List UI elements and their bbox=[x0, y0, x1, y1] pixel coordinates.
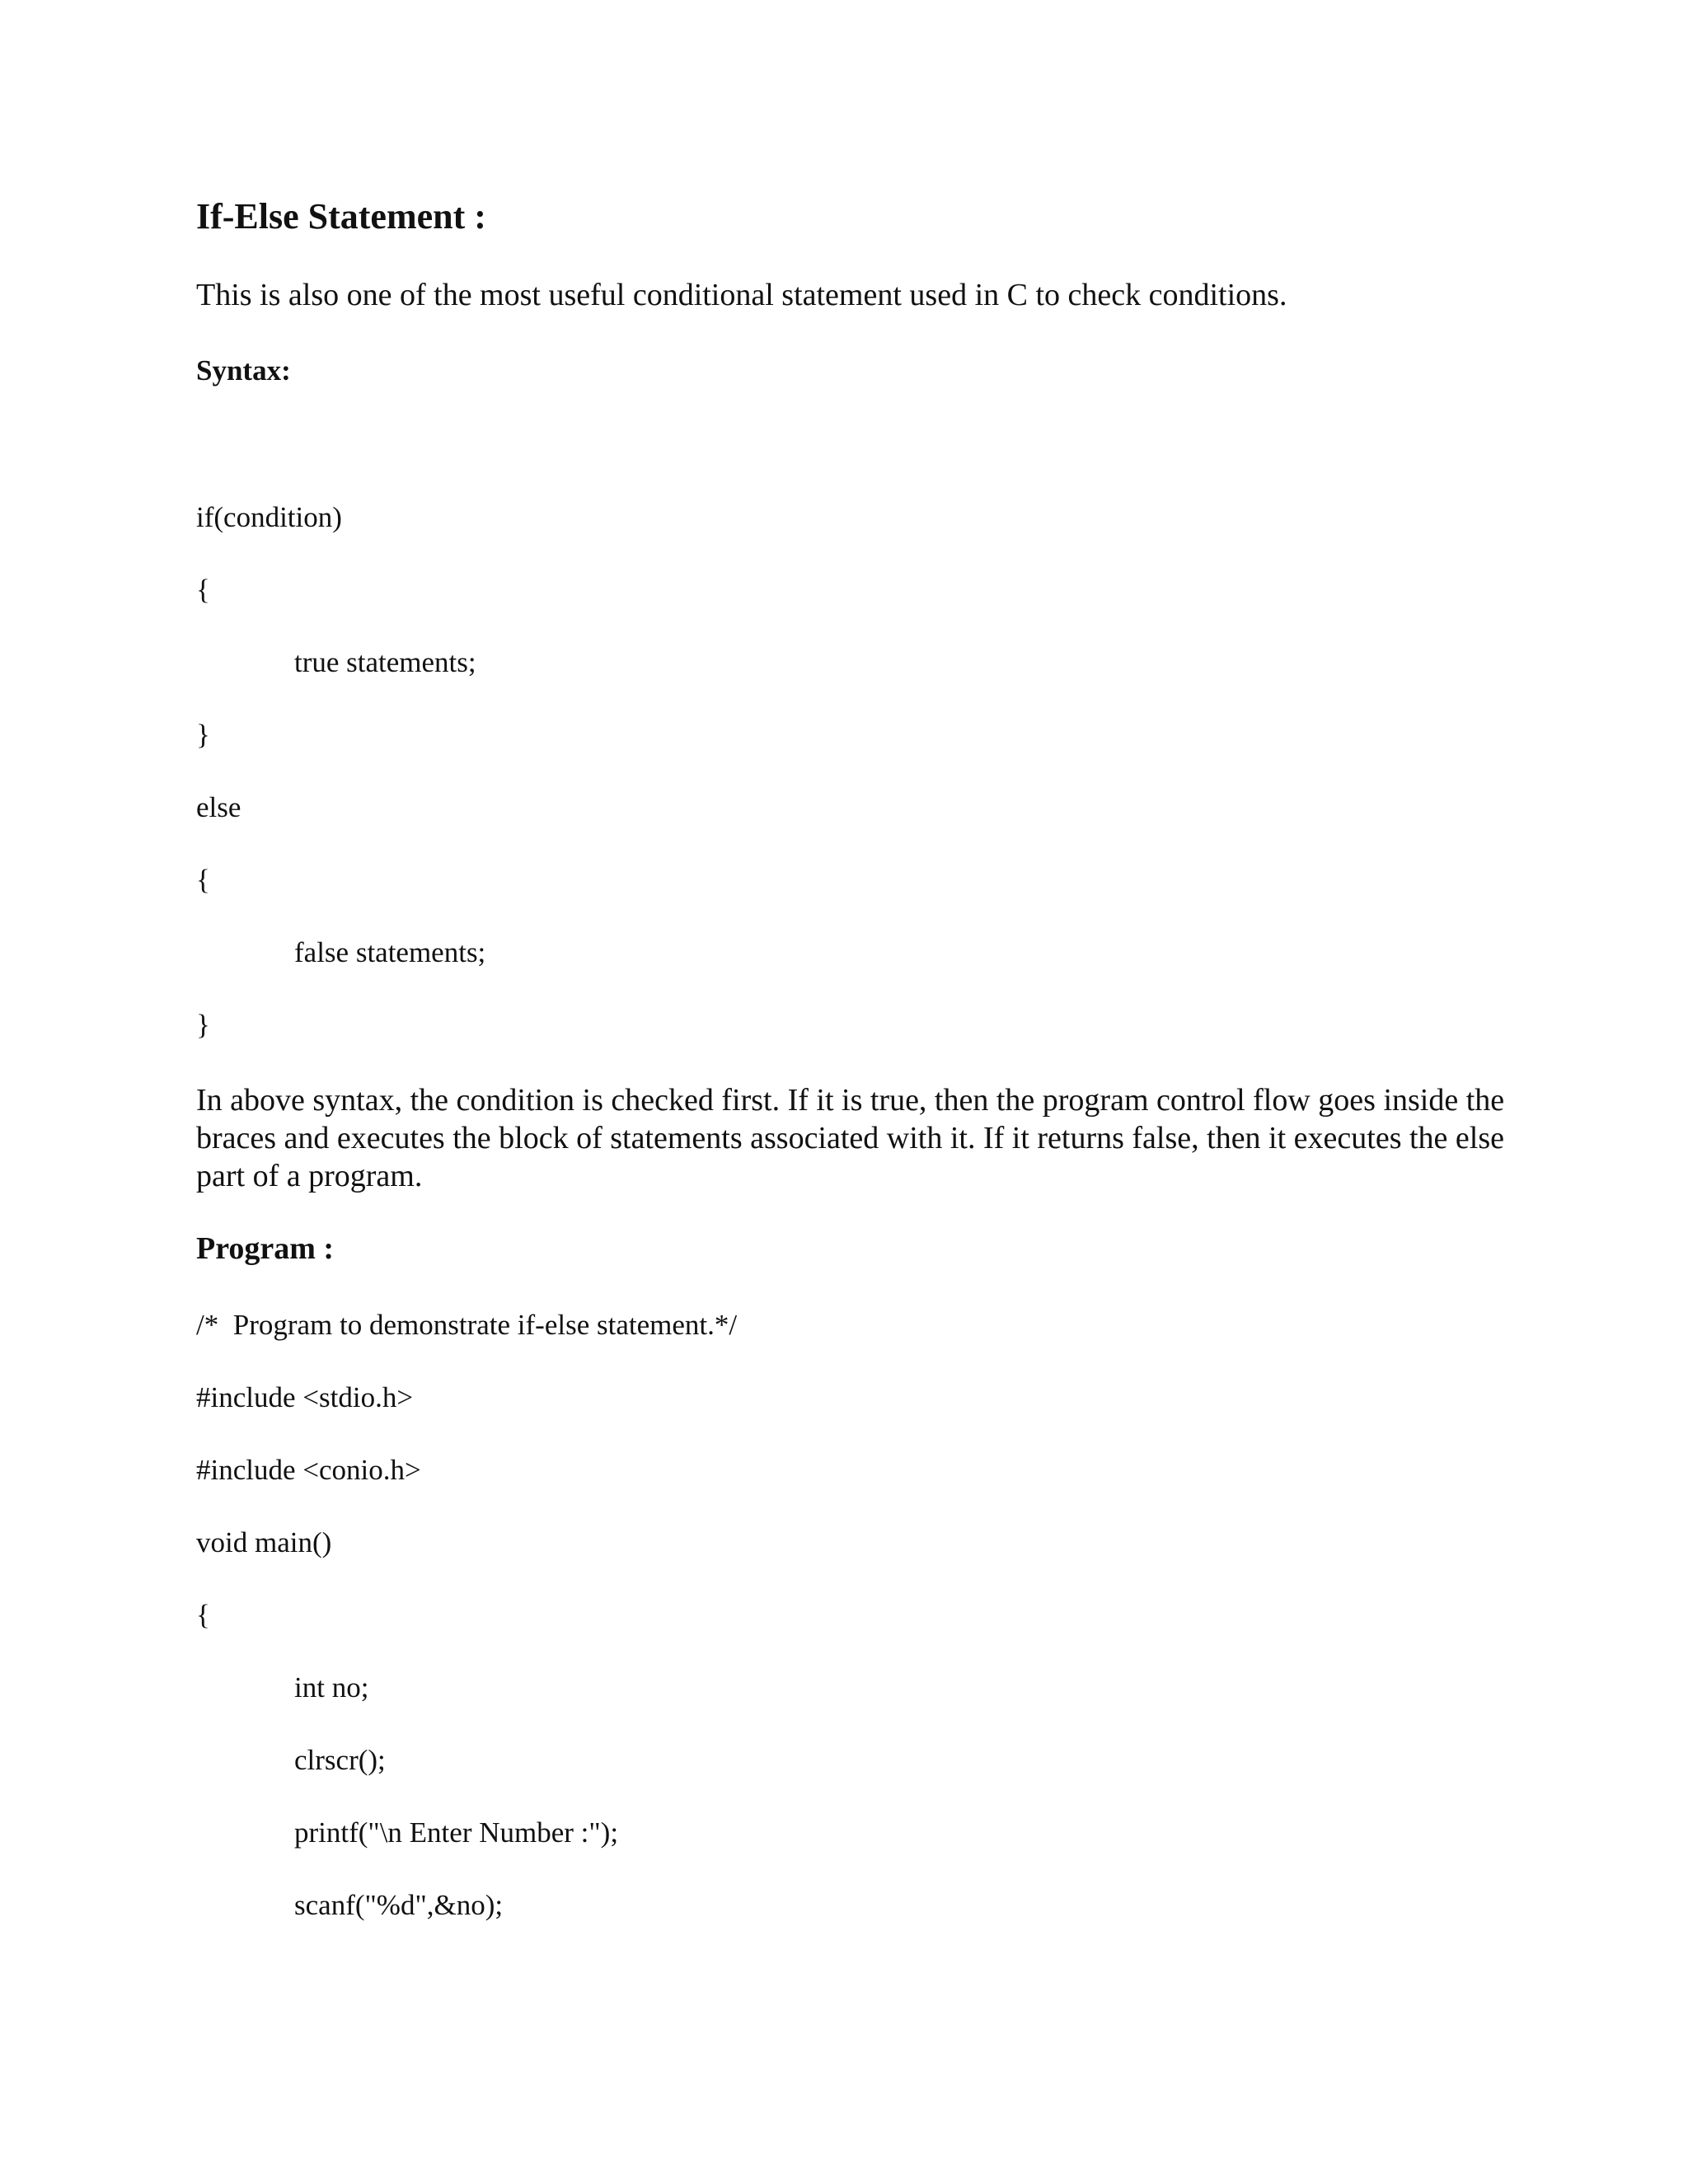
syntax-line: { bbox=[196, 864, 210, 896]
syntax-line: if(condition) bbox=[196, 501, 342, 533]
intro-paragraph: This is also one of the most useful conditional statement used in C to check conditions. bbox=[196, 278, 1287, 312]
program-line: /* Program to demonstrate if-else statement.*/ bbox=[196, 1309, 738, 1341]
syntax-heading: Syntax: bbox=[196, 354, 291, 387]
syntax-line: else bbox=[196, 791, 241, 823]
program-line: scanf("%d",&no); bbox=[294, 1889, 504, 1921]
syntax-line: } bbox=[196, 719, 210, 751]
syntax-line: true statements; bbox=[294, 646, 476, 678]
syntax-line: { bbox=[196, 574, 210, 606]
program-line: int no; bbox=[294, 1671, 369, 1704]
explanation-paragraph: In above syntax, the condition is checked first. If it is true, then the program control flow goes inside the braces and executes the block of statements associated with it. If it returns false, then it executes the else part of a program. bbox=[196, 1083, 1505, 1193]
syntax-line: false statements; bbox=[294, 936, 486, 968]
program-line: clrscr(); bbox=[294, 1744, 386, 1776]
syntax-line: } bbox=[196, 1009, 210, 1041]
program-heading: Program : bbox=[196, 1231, 335, 1266]
program-line: void main() bbox=[196, 1526, 332, 1558]
program-line: { bbox=[196, 1599, 210, 1631]
program-line: printf("\n Enter Number :"); bbox=[294, 1816, 619, 1849]
program-line: #include <conio.h> bbox=[196, 1454, 421, 1486]
page-title: If-Else Statement : bbox=[196, 196, 486, 237]
program-line: #include <stdio.h> bbox=[196, 1381, 414, 1413]
